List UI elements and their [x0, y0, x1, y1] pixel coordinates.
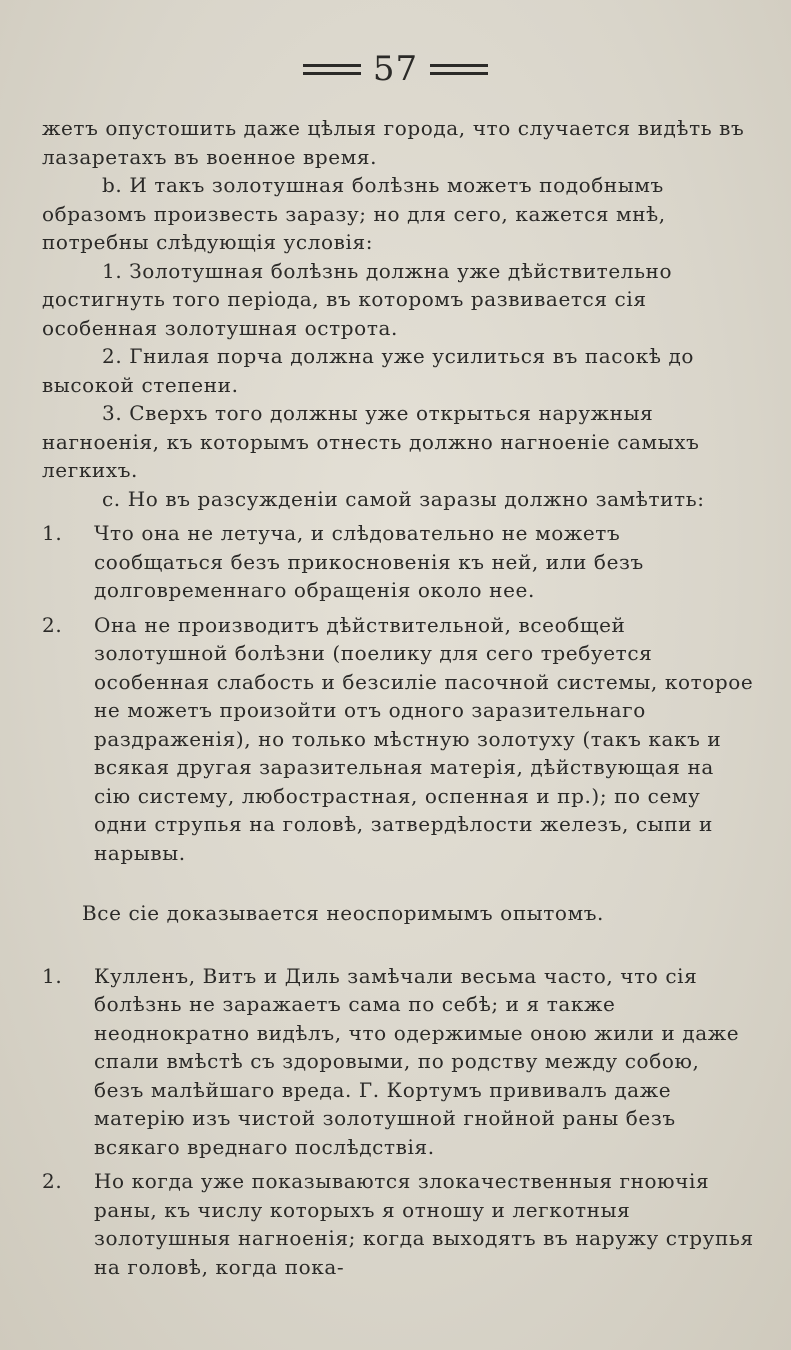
evidence-point-2 — [42, 1167, 756, 1281]
condition-1: 1. Золотушная болѣзнь должна уже дѣйствительно достигнуть того періода, въ которомъ развивается сія особенная золотушная острота. — [42, 258, 673, 340]
list-number: 2. — [42, 1169, 63, 1193]
list-number: 1. — [42, 963, 63, 988]
page-header — [0, 49, 791, 89]
contagion-point-2 — [42, 611, 756, 868]
header-rule-left — [303, 64, 361, 75]
condition-2: 2. Гнилая порча должна уже усилиться въ пасокѣ до высокой степени. — [42, 344, 695, 397]
section-heading: Все сіе доказывается неоспоримымъ опытомъ. — [82, 901, 605, 925]
paragraph-b: b. И такъ золотушная болѣзнь можетъ подобнымъ образомъ произвесть заразу; но для сего, кажется мнѣ, потребны слѣдующія условія: — [42, 173, 666, 254]
page-number: 57 — [372, 49, 419, 89]
evidence-point-1 — [42, 962, 756, 1162]
header-rule-right — [430, 64, 488, 75]
contagion-point-1 — [42, 519, 756, 605]
condition-3: 3. Сверхъ того должны уже открыться наружныя нагноенія, къ которымъ отнесть должно нагноеніе самыхъ легкихъ. — [42, 401, 700, 482]
list-text: Но когда уже показываются злокачественныя гноючія раны, къ числу которыхъ я отношу и легкотныя золотушныя нагноенія; когда выходятъ въ наружу струпья на головѣ, когда пока- — [94, 1169, 754, 1279]
list-number: 1. — [42, 521, 63, 545]
list-text: Она не производитъ дѣйствительной, всеобщей золотушной болѣзни (поелику для сего требуется особенная слабость и безсиліе пасочной системы, которое не можетъ произойти отъ одного заразительнаго раздраженія), но только мѣстную золотуху (такъ какъ и всякая другая заразительная матерія, дѣйствующая на сію систему, любострастная, оспенная и пр.); по сему одни струпья на головѣ, затвердѣлости железъ, сыпи и нарывы. — [94, 612, 754, 865]
body-text — [42, 114, 756, 1281]
list-text: Кулленъ, Витъ и Диль замѣчали весьма часто, что сія болѣзнь не заражаетъ сама по себѣ; и я также неоднократно видѣлъ, что одержимые оною жили и даже спали вмѣстѣ съ здоровыми, по родству между собою, безъ малѣйшаго вреда. Г. Кортумъ прививалъ даже матерію изъ чистой золотушной гнойной раны безъ всякаго вреднаго послѣдствія. — [94, 963, 740, 1159]
paragraph-c: c. Но въ разсужденіи самой заразы должно замѣтить: — [102, 486, 705, 511]
list-text: Что она не летуча, и слѣдовательно не можетъ сообщаться безъ прикосновенія къ ней, или безъ долговременнаго обращенія около нее. — [94, 521, 644, 602]
paragraph-continuation: жетъ опустошить даже цѣлыя города, что случается видѣть въ лазаретахъ въ военное время. — [42, 116, 745, 169]
list-number: 2. — [42, 612, 63, 637]
